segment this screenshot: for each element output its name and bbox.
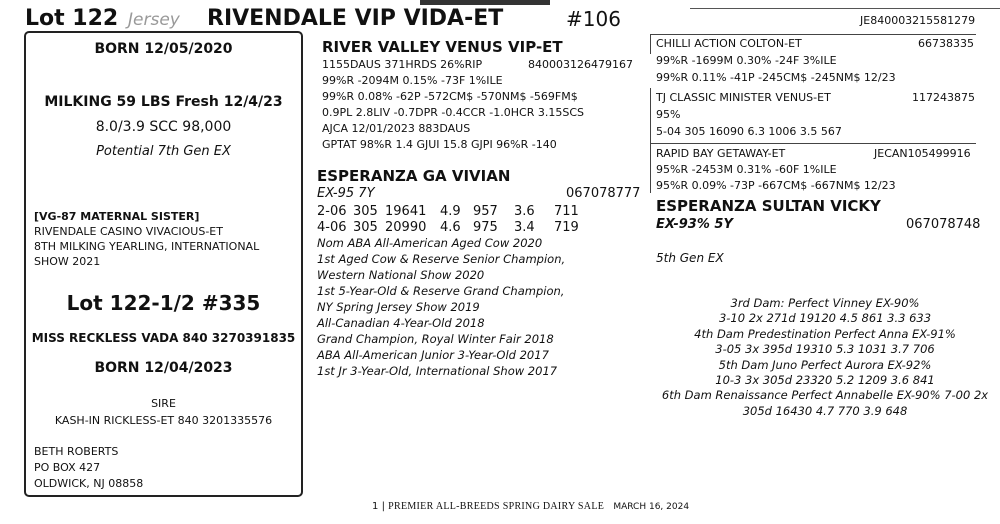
sire-proof-line: 99%R -2094M 0.15% -73F 1%ILE xyxy=(322,74,503,87)
dam-classification: EX-95 7Y xyxy=(317,186,375,201)
granddam-sire-name: TJ CLASSIC MINISTER VENUS-ET xyxy=(656,91,831,104)
dam-honor: Nom ABA All-American Aged Cow 2020 xyxy=(317,236,543,250)
page-footer xyxy=(372,501,689,512)
mgs-proof: 95%R -2453M 0.31% -60F 1%ILE xyxy=(656,163,837,176)
potential-note: Potential 7th Gen EX xyxy=(96,144,231,159)
sister-line: SHOW 2021 xyxy=(34,255,101,268)
mgs-proof: 95%R 0.09% -73P -667CM$ -667NM$ 12/23 xyxy=(656,179,896,192)
sire-proof-line: 99%R 0.08% -62P -572CM$ -570NM$ -569FM$ xyxy=(322,90,578,103)
catalog-number: #106 xyxy=(566,7,621,31)
lineage-line: 6th Dam Renaissance Perfect Annabelle EX-90% 7-00 2x xyxy=(661,388,989,403)
sire-name: KASH-IN RICKLESS-ET 840 3201335576 xyxy=(54,414,273,427)
record-days: 305 xyxy=(353,220,378,235)
owner-name: BETH ROBERTS xyxy=(34,445,119,458)
sire-proof-line: AJCA 12/01/2023 883DAUS xyxy=(322,122,471,135)
grandsire-registration: 66738335 xyxy=(918,37,974,50)
breed-label: Jersey xyxy=(128,10,180,30)
record-fat: 975 xyxy=(473,220,498,235)
record-fat-pct: 4.6 xyxy=(440,220,461,235)
owner-address: PO BOX 427 xyxy=(34,461,101,474)
dam-title: ESPERANZA GA VIVIAN xyxy=(317,167,511,185)
record-milk: 19641 xyxy=(385,204,427,219)
sire-summary: 1155DAUS 371HRDS 26%RIP xyxy=(322,58,483,71)
lineage-line: 5th Dam Juno Perfect Aurora EX-92% xyxy=(718,357,932,372)
dam-registration: 067078777 xyxy=(566,186,641,201)
dam-honor: 1st Jr 3-Year-Old, International Show 2017 xyxy=(317,364,558,378)
record-protein: 711 xyxy=(554,204,579,219)
record-age: 4-06 xyxy=(317,220,347,235)
dam-honor: 1st 5-Year-Old & Reserve Grand Champion, xyxy=(317,284,565,298)
dam-honor: 1st Aged Cow & Reserve Senior Champion, xyxy=(317,252,566,266)
sister-line: 8TH MILKING YEARLING, INTERNATIONAL xyxy=(34,240,260,253)
pedigree-bracket xyxy=(650,143,651,193)
lineage-line: 4th Dam Predestination Perfect Anna EX-91% xyxy=(694,326,956,341)
pedigree-bracket xyxy=(650,34,651,54)
record-protein-pct: 3.4 xyxy=(514,220,535,235)
dam-honor: All-Canadian 4-Year-Old 2018 xyxy=(317,316,485,330)
pedigree-rule xyxy=(650,34,976,35)
grandsire-name: CHILLI ACTION COLTON-ET xyxy=(656,37,802,50)
pedigree-bracket xyxy=(650,88,651,144)
pedigree-rule xyxy=(650,143,976,144)
registration-number: JE840003215581279 xyxy=(860,14,976,27)
header-decoration xyxy=(420,0,550,5)
milking-info: MILKING 59 LBS Fresh 12/4/23 xyxy=(44,94,283,110)
record-protein: 719 xyxy=(554,220,579,235)
lot-info-box xyxy=(24,31,303,497)
lineage-line: 10-3 3x 305d 23320 5.2 1209 3.6 841 xyxy=(715,373,935,388)
lineage-line: 3-10 2x 271d 19120 4.5 861 3.3 633 xyxy=(718,311,932,326)
dam-honor: NY Spring Jersey Show 2019 xyxy=(317,300,480,314)
granddam-note: 5th Gen EX xyxy=(656,251,724,265)
lot2-born: BORN 12/04/2023 xyxy=(94,360,233,376)
header-rule xyxy=(690,8,1000,9)
lineage-line: 3rd Dam: Perfect Vinney EX-90% xyxy=(730,296,920,310)
sire-title: RIVER VALLEY VENUS VIP-ET xyxy=(322,38,563,56)
animal-name: RIVENDALE VIP VIDA-ET xyxy=(207,6,504,31)
sale-date: MARCH 16, 2024 xyxy=(613,502,690,512)
granddam-registration: 067078748 xyxy=(906,217,981,232)
record-days: 305 xyxy=(353,204,378,219)
lineage-line: 3-05 3x 395d 19310 5.3 1031 3.7 706 xyxy=(715,342,935,357)
page-number: 1 xyxy=(372,501,379,512)
lot2-name: MISS RECKLESS VADA 840 3270391835 xyxy=(31,331,296,345)
sale-name: PREMIER ALL-BREEDS SPRING DAIRY SALE xyxy=(388,501,605,512)
dam-lineage xyxy=(650,296,1000,419)
record-protein-pct: 3.6 xyxy=(514,204,535,219)
dam-honor: Grand Champion, Royal Winter Fair 2018 xyxy=(317,332,554,346)
record-fat: 957 xyxy=(473,204,498,219)
dam-honor: Western National Show 2020 xyxy=(317,268,485,282)
sister-line: RIVENDALE CASINO VIVACIOUS-ET xyxy=(34,225,223,238)
lot2-title: Lot 122-1/2 #335 xyxy=(66,291,261,315)
granddam-sire-registration: 117243875 xyxy=(912,91,975,104)
lot-number: Lot 122 xyxy=(25,6,119,31)
footer-separator: | xyxy=(381,501,389,512)
granddam-sire-detail: 5-04 305 16090 6.3 1006 3.5 567 xyxy=(656,125,842,138)
sire-label: SIRE xyxy=(151,397,176,410)
record-fat-pct: 4.9 xyxy=(440,204,461,219)
lineage-line: 305d 16430 4.7 770 3.9 648 xyxy=(742,403,908,418)
record-age: 2-06 xyxy=(317,204,347,219)
sister-title: [VG-87 MATERNAL SISTER] xyxy=(34,210,200,223)
grandsire-proof: 99%R -1699M 0.30% -24F 3%ILE xyxy=(656,54,837,67)
mgs-registration: JECAN105499916 xyxy=(874,147,971,160)
test-results: 8.0/3.9 SCC 98,000 xyxy=(95,119,232,135)
record-milk: 20990 xyxy=(385,220,427,235)
granddam-classification: EX-93% 5Y xyxy=(656,217,733,232)
dam-honor: ABA All-American Junior 3-Year-Old 2017 xyxy=(317,348,549,362)
sire-registration: 840003126479167 xyxy=(528,58,633,71)
granddam-name: ESPERANZA SULTAN VICKY xyxy=(656,197,881,215)
grandsire-proof: 99%R 0.11% -41P -245CM$ -245NM$ 12/23 xyxy=(656,71,896,84)
sire-proof-line: 0.9PL 2.8LIV -0.7DPR -0.4CCR -1.0HCR 3.15SCS xyxy=(322,106,585,119)
granddam-sire-detail: 95% xyxy=(656,108,681,121)
born-date: BORN 12/05/2020 xyxy=(94,41,233,57)
mgs-name: RAPID BAY GETAWAY-ET xyxy=(656,147,786,160)
sire-proof-line: GPTAT 98%R 1.4 GJUI 15.8 GJPI 96%R -140 xyxy=(322,138,557,151)
owner-city: OLDWICK, NJ 08858 xyxy=(34,477,144,490)
